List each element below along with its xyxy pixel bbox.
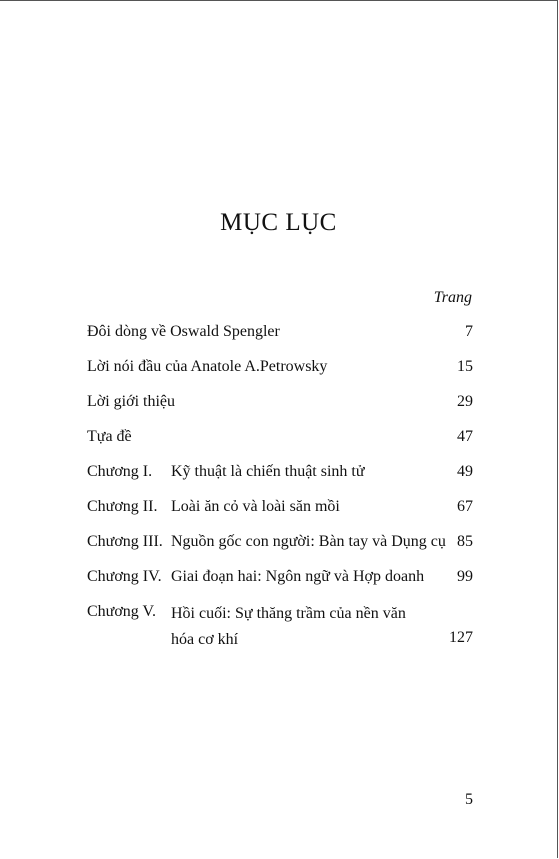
chapter-title [171, 601, 406, 653]
chapter-label: Chương IV. [87, 568, 162, 585]
page-title: MỤC LỤC [220, 209, 337, 236]
toc-entry [87, 356, 473, 391]
toc-entry-page: 99 [457, 568, 473, 585]
toc-entry [87, 321, 473, 356]
chapter-label: Chương V. [87, 603, 157, 620]
toc-chapter-entry [87, 461, 473, 496]
toc-chapter-entry [87, 601, 473, 661]
chapter-title: Nguồn gốc con người: Bàn tay và Dụng cụ [171, 533, 446, 550]
toc-entry [87, 391, 473, 426]
chapter-label: Chương III. [87, 533, 163, 550]
chapter-label: Chương I. [87, 463, 153, 480]
toc-entry [87, 426, 473, 461]
toc-entry-page: 127 [449, 629, 473, 646]
toc-entry-title: Tựa đề [87, 428, 132, 445]
toc-entry-title: Lời nói đầu của Anatole A.Petrowsky [87, 358, 328, 375]
toc-entry-page: 85 [457, 533, 473, 550]
toc-entry-page: 15 [457, 358, 473, 375]
chapter-title: Loài ăn cỏ và loài săn mồi [171, 498, 340, 515]
toc-entry-page: 49 [457, 463, 473, 480]
toc-entry-title: Lời giới thiệu [87, 393, 176, 410]
chapter-title: Giai đoạn hai: Ngôn ngữ và Hợp doanh [171, 568, 425, 585]
toc-entry-page: 29 [457, 393, 473, 410]
chapter-title: Kỹ thuật là chiến thuật sinh tử [171, 463, 365, 480]
toc-chapter-entry [87, 531, 473, 566]
chapter-title-line-2: hóa cơ khí [171, 631, 239, 648]
table-of-contents [87, 321, 473, 661]
toc-entry-page: 7 [465, 323, 473, 340]
chapter-title-line-1: Hồi cuối: Sự thăng trầm của nền văn [171, 605, 406, 622]
toc-entry-title: Đôi dòng về Oswald Spengler [87, 323, 280, 340]
toc-chapter-entry [87, 496, 473, 531]
toc-entry-page: 67 [457, 498, 473, 515]
page-column-header: Trang [433, 289, 472, 306]
toc-chapter-entry [87, 566, 473, 601]
toc-entry-page: 47 [457, 428, 473, 445]
chapter-label: Chương II. [87, 498, 158, 515]
page-number: 5 [465, 791, 473, 808]
